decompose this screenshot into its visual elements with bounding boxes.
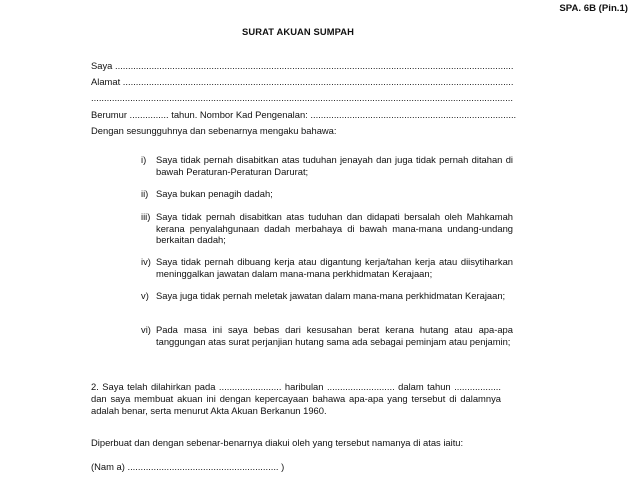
name-field: (Nam a) .......................................................... ) [91, 461, 285, 472]
item-text: Pada masa ini saya bebas dari kesusahan berat kerana hutang atau apa-apa tanggungan atas surat perjanjian hutang sama ada sebagai peminjam atau penjamin; [156, 324, 513, 347]
item-number: v) [141, 290, 149, 301]
item-number: iv) [141, 256, 151, 267]
field-alamat: Alamat ...................................................................................................................................................... [91, 76, 514, 87]
item-number: i) [141, 154, 147, 165]
form-code: SPA. 6B (Pin.1) [559, 3, 628, 14]
item-text: Saya juga tidak pernah meletak jawatan dalam mana-mana perkhidmatan Kerajaan; [156, 290, 506, 301]
item-number: iii) [141, 211, 151, 222]
field-berumur: Berumur ............... tahun. Nombor Kad Pengenalan: ............................................................................... [91, 109, 517, 120]
item-number: ii) [141, 188, 149, 199]
item-number: vi) [141, 324, 151, 335]
paragraph-2: 2. Saya telah dilahirkan pada ........................ haribulan .......................... dalam tahun .................. dan saya membuat akuan ini dengan kepercayaan bahawa apa-apa yang tersebut di dalamnya adalah benar, serta menurut Akta Akuan Berkanun 1960. [91, 381, 501, 416]
document-title: SURAT AKUAN SUMPAH [242, 26, 355, 37]
item-text: Saya bukan penagih dadah; [156, 188, 273, 199]
item-text: Saya tidak pernah dibuang kerja atau digantung kerja/tahan kerja atau diisytiharkan meninggalkan jawatan dalam mana-mana perkhidmatan Kerajaan; [156, 256, 513, 279]
intro-text: Dengan sesungguhnya dan sebenarnya mengaku bahawa: [91, 125, 337, 136]
field-saya: Saya ......................................................................................................................................................... [91, 60, 514, 71]
field-alamat-continued: .................................................................................................................................................................. [91, 92, 513, 103]
declaration-text: Diperbuat dan dengan sebenar-benarnya diakui oleh yang tersebut namanya di atas iaitu: [91, 437, 464, 448]
item-text: Saya tidak pernah disabitkan atas tuduhan jenayah dan juga tidak pernah ditahan di bawah Peraturan-Peraturan Darurat; [156, 154, 513, 177]
item-text: Saya tidak pernah disabitkan atas tuduhan dan didapati bersalah oleh Mahkamah kerana penyalahgunaan dadah merbahaya di bawah mana-mana undang-undang berkaitan dadah; [156, 211, 513, 245]
